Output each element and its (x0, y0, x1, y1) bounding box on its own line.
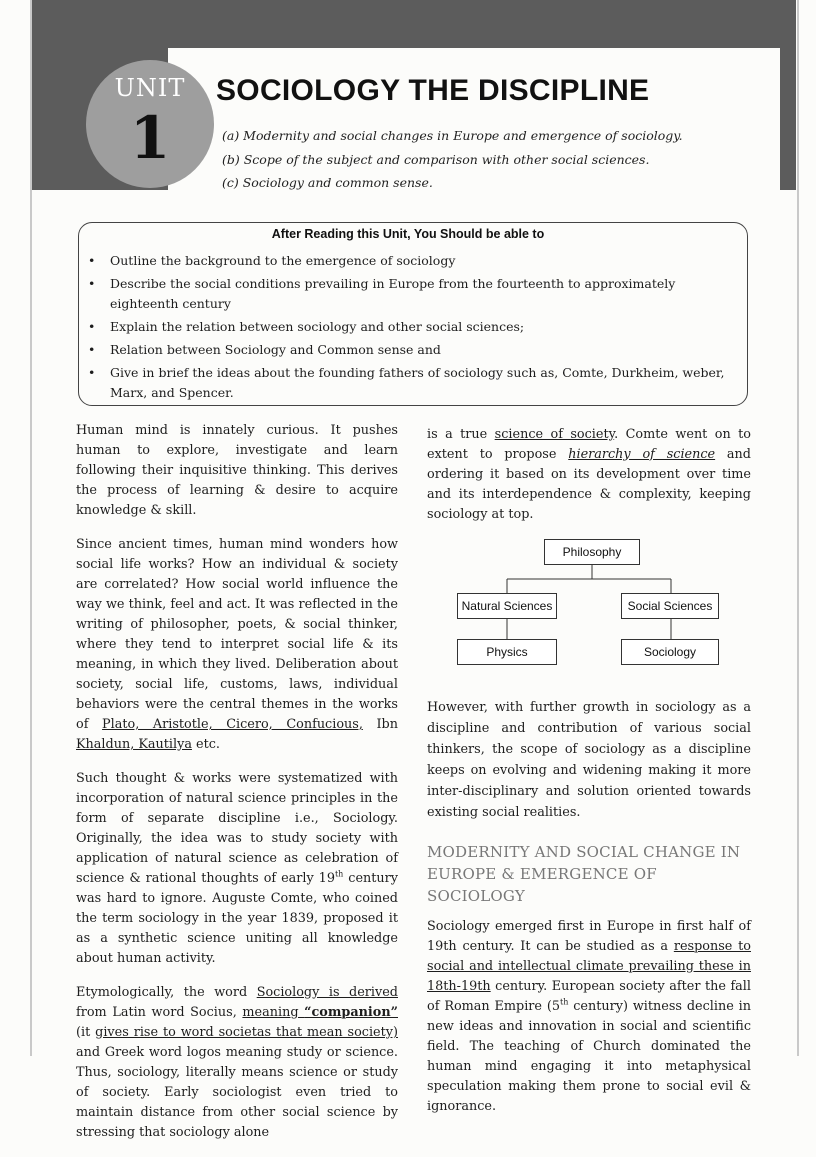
thinkers-names: Plato, Aristotle, Cicero, Confucious, (102, 717, 363, 732)
objective-text: Explain the relation between sociology and other social sciences; (110, 319, 525, 334)
paragraph: However, with further growth in sociology as a discipline and contribution of various social thinkers, the scope of sociology as a discipline keeps on evolving and widening making it more inter-disciplinary and solution oriented towards existing social realities. (427, 700, 751, 820)
diagram-node-philosophy: Philosophy (544, 539, 640, 565)
bullet-icon: • (88, 276, 96, 291)
objective-text: Give in brief the ideas about the founding fathers of sociology such as, Comte, Durkheim, weber, Marx, and Spencer. (110, 365, 725, 400)
topic-item: (a) Modernity and social changes in Europe and emergence of sociology. (222, 128, 683, 143)
diagram-node-natural-sciences: Natural Sciences (457, 593, 557, 619)
paragraph: Sociology emerged first in Europe in first half of 19th century. It can be studied as a response to social and intellectual climate prevailing these in 18th-19th century. European society after the fall of Roman Empire (5th century) witness decline in new ideas and innovation in social and scientific field. The teaching of Church dominated the human mind engaging it into metaphysical speculation making them prone to social evil & ignorance. (427, 919, 751, 1114)
section-heading-line: EUROPE & EMERGENCE OF SOCIOLOGY (427, 865, 657, 905)
unit-label: UNIT (114, 74, 186, 102)
objective-item (86, 340, 744, 360)
objectives-list (86, 251, 744, 406)
diagram-node-sociology: Sociology (621, 639, 719, 665)
objective-item (86, 251, 744, 271)
diagram-node-social-sciences: Social Sciences (621, 593, 719, 619)
paragraph: Such thought & works were systematized with incorporation of natural science principles in the form of separate discipline i.e., Sociology. Originally, the idea was to study society with application of natural science as celebration of science & rational thoughts of early 19th century was hard to ignore. Auguste Comte, who coined the term sociology in the year 1839, proposed it as a synthetic science uniting all knowledge about human activity. (76, 771, 399, 966)
paragraph: Since ancient times, human mind wonders how social life works? How an individual & society are correlated? How social world influence the way we think, feel and act. It was reflected in the writing of philosopher, poets, & social thinker, where they tend to interpret social life & its meaning, in which they lived. Deliberation about society, social life, customs, laws, individual behaviors were the central themes in the works of Plato, Aristotle, Cicero, Confucious, Ibn Khaldun, Kautilya etc. (76, 537, 398, 752)
right-column (427, 425, 751, 1131)
left-column (76, 421, 398, 1157)
underlined-phrase: Sociology is derived (256, 985, 398, 1000)
underlined-phrase: response to social and intellectual climate prevailing these in 18th-19th (427, 939, 751, 994)
bold-term: “companion” (304, 1005, 398, 1020)
italic-term: hierarchy of science (568, 447, 716, 462)
bullet-icon: • (88, 253, 96, 268)
topic-item: (c) Sociology and common sense. (222, 175, 433, 190)
bullet-icon: • (88, 365, 96, 380)
objective-item (86, 274, 744, 314)
underlined-phrase: gives rise to word societas that mean society) (95, 1025, 398, 1040)
hierarchy-of-science-diagram (427, 533, 751, 683)
topic-item: (b) Scope of the subject and comparison with other social sciences. (222, 151, 650, 167)
paragraph: Human mind is innately curious. It pushes human to explore, investigate and learn following their inquisitive thinking. This derives the process of learning & desire to acquire knowledge & skill. (76, 423, 398, 518)
diagram-node-physics: Physics (457, 639, 557, 665)
objective-text: Describe the social conditions prevailing in Europe from the fourteenth to approximately eighteenth century (110, 276, 676, 311)
objective-item (86, 317, 744, 337)
objective-text: Outline the background to the emergence of sociology (110, 253, 456, 268)
paragraph: is a true science of society. Comte went on to extent to propose hierarchy of science and ordering it based on its development over time and its interdependence & complexity, keeping sociology at top. (427, 427, 751, 522)
page-right-edge (797, 0, 799, 1056)
bullet-icon: • (88, 319, 96, 334)
section-heading-line: MODERNITY AND SOCIAL CHANGE IN (427, 843, 741, 861)
unit-number: 1 (129, 104, 171, 172)
paragraph: Etymologically, the word Sociology is derived from Latin word Socius, meaning “companion” (it gives rise to word societas that mean society) and Greek word logos meaning study or science. Thus, sociology, literally means science or study of society. Early sociologist even tried to maintain distance from other social science by stressing that sociology alone (76, 985, 398, 1140)
objectives-heading: After Reading this Unit, You Should be able to (271, 227, 545, 241)
objective-item (86, 363, 744, 403)
unit-badge (86, 60, 214, 188)
chapter-topics (222, 124, 683, 195)
chapter-title: SOCIOLOGY THE DISCIPLINE (216, 74, 650, 107)
bullet-icon: • (88, 342, 96, 357)
underlined-phrase: science of society (494, 427, 615, 442)
thinkers-names: Khaldun, Kautilya (76, 737, 192, 752)
objective-text: Relation between Sociology and Common sense and (110, 342, 441, 357)
section-heading (427, 841, 751, 907)
